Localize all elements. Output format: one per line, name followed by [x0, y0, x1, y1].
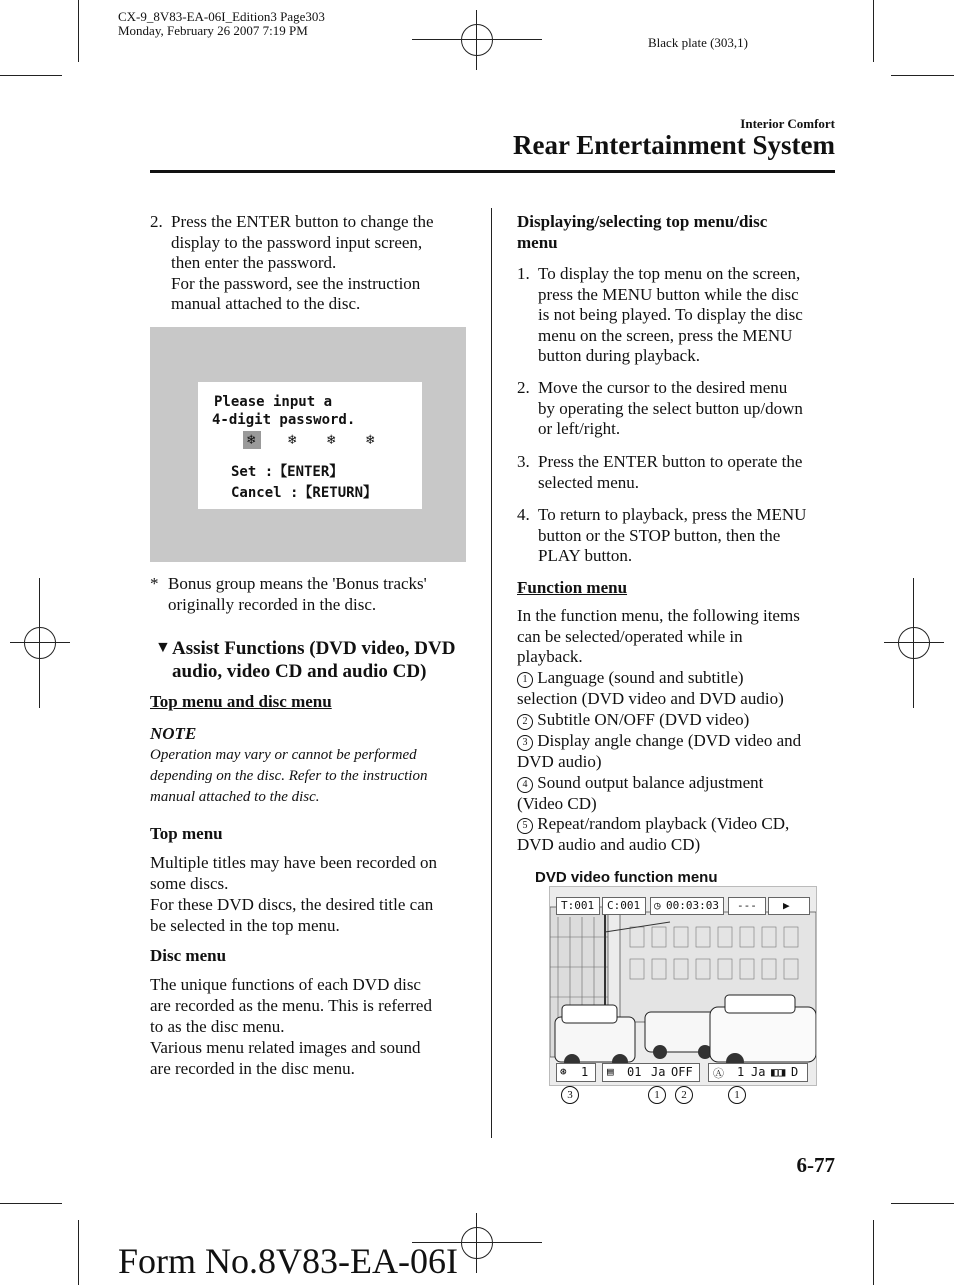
street-scene-image	[550, 887, 816, 1085]
note-body: Operation may vary or cannot be performed depending on the disc. Refer to the instruction manual attached to the disc.	[150, 747, 428, 805]
triangle-marker-icon: ▼	[155, 639, 171, 656]
function-menu-heading: Function menu	[517, 578, 628, 597]
angle-icon: ⊛	[560, 1065, 567, 1078]
note-heading: NOTE	[150, 724, 197, 743]
crop-mark	[873, 1220, 874, 1285]
footnote: *	[150, 574, 159, 593]
subtitle-box[interactable]: ▤ 01 Ja OFF	[602, 1063, 700, 1082]
crop-mark	[891, 1203, 954, 1204]
registration-mark-icon	[447, 10, 507, 70]
function-item-3: 3 Display angle change (DVD video and	[517, 731, 801, 752]
top-menu-heading: Top menu	[150, 824, 223, 843]
crop-mark	[78, 0, 79, 62]
plate-label: Black plate (303,1)	[648, 35, 748, 50]
audio-icon: Ⓐ	[713, 1067, 724, 1080]
play-icon: ▶	[783, 899, 790, 912]
callout-2: 2	[675, 1086, 693, 1104]
snowflake-icon: ❄	[366, 432, 375, 448]
repeat-box[interactable]: ---	[728, 897, 766, 915]
time-box[interactable]: ◷ 00:03:03	[650, 897, 724, 915]
function-menu-body: In the function menu, the following items can be selected/operated while in playback. 1 Language (sound and subtitle) selection (DVD video and DVD audio) 2 Subtitle ON/OFF (DVD video) 3 Display angle change (DVD video and DVD audio) 4 Sound output balance adjustment (Video CD) 5 Repeat/random playback (Video CD, DVD audio and audio CD)	[517, 606, 802, 855]
assist-heading: Assist Functions (DVD video, DVD audio, video CD and audio CD)	[172, 638, 456, 682]
function-item-4: 4 Sound output balance adjustment	[517, 773, 801, 794]
callout-1: 1	[648, 1086, 666, 1104]
dvd-function-screen	[549, 886, 817, 1086]
callout-3: 3	[561, 1086, 579, 1104]
clock-icon: ◷	[654, 899, 661, 912]
title-counter-box[interactable]: T:001	[556, 897, 600, 915]
registration-mark-icon	[884, 613, 944, 673]
column-divider	[491, 208, 492, 1138]
disc-menu-body: The unique functions of each DVD disc are recorded as the menu. This is referred to as the disc menu. Various menu related images and sound are recorded in the disc menu.	[150, 975, 432, 1078]
crop-mark	[873, 0, 874, 62]
chapter-label: Interior Comfort	[740, 116, 835, 131]
callout-1: 1	[728, 1086, 746, 1104]
print-job-line2: Monday, February 26 2007 7:19 PM	[118, 23, 308, 38]
function-item-5: 5 Repeat/random playback (Video CD,	[517, 814, 801, 835]
crop-mark	[913, 578, 914, 708]
audio-box[interactable]: Ⓐ 1 Ja ◧◨ D	[708, 1063, 808, 1082]
crop-mark	[78, 1220, 79, 1285]
registration-mark-icon	[10, 613, 70, 673]
crop-mark	[0, 75, 62, 76]
crop-mark	[0, 1203, 62, 1204]
top-menu-body: Multiple titles may have been recorded on some discs. For these DVD discs, the desired title can be selected in the top menu.	[150, 853, 438, 935]
play-status-box[interactable]	[768, 897, 810, 915]
snowflake-icon: ❄	[247, 432, 256, 448]
page-title: Rear Entertainment System	[513, 130, 835, 160]
print-job-line1: CX-9_8V83-EA-06I_Edition3 Page303	[118, 9, 325, 24]
form-number: Form No.8V83-EA-06I	[118, 1241, 458, 1281]
crop-mark	[891, 75, 954, 76]
password-dialog: Please input a 4-digit password. ❄ ❄ ❄ ❄ Set :【ENTER】 Cancel :【RETURN】	[198, 382, 422, 509]
angle-box[interactable]: ⊛ 1	[556, 1063, 596, 1082]
figure-caption: DVD video function menu	[535, 869, 718, 886]
disc-menu-heading: Disc menu	[150, 946, 227, 965]
top-disc-menu-heading: Top menu and disc menu	[150, 692, 332, 711]
function-item-2: 2 Subtitle ON/OFF (DVD video)	[517, 710, 801, 731]
chapter-counter-box[interactable]: C:001	[602, 897, 646, 915]
footnote-text: Bonus group means the 'Bonus tracks' originally recorded in the disc.	[168, 574, 427, 614]
dolby-icon: ◧◨	[771, 1065, 786, 1079]
page-number: 6-77	[796, 1153, 835, 1177]
function-item-1: 1 Language (sound and subtitle)	[517, 668, 801, 689]
display-menu-heading: Displaying/selecting top menu/disc menu	[517, 212, 768, 252]
password-screen	[150, 327, 466, 562]
header-rule	[150, 170, 835, 173]
subtitle-icon: ▤	[607, 1065, 614, 1078]
snowflake-icon: ❄	[288, 432, 297, 448]
crop-mark	[39, 578, 40, 708]
crop-mark	[412, 39, 542, 40]
snowflake-icon: ❄	[327, 432, 336, 448]
